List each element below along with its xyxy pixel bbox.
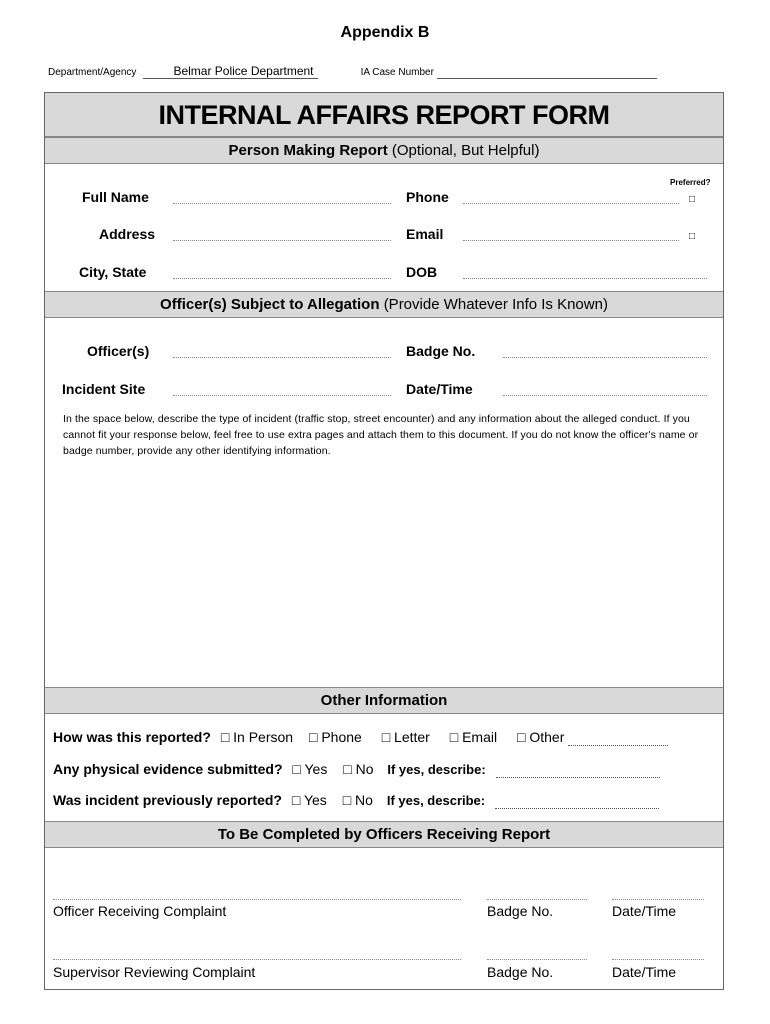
report-form <box>44 92 724 990</box>
full-name-label: Full Name <box>82 189 149 205</box>
officer-receiving-signature-line[interactable] <box>53 899 461 900</box>
evidence-no-checkbox[interactable]: □ No <box>343 761 374 777</box>
address-field[interactable] <box>173 240 391 241</box>
supervisor-signature-line[interactable] <box>53 959 461 960</box>
incident-site-label: Incident Site <box>62 381 146 397</box>
header-line <box>48 64 657 79</box>
physical-evidence-row <box>53 761 660 778</box>
case-number-field[interactable] <box>437 66 657 79</box>
other-field[interactable] <box>568 729 668 746</box>
section2-title: Officer(s) Subject to Allegation <box>160 296 380 313</box>
previous-describe-field[interactable] <box>495 792 659 809</box>
case-label: IA Case Number <box>360 67 434 78</box>
previously-reported-question: Was incident previously reported? <box>53 792 282 808</box>
officers-label: Officer(s) <box>87 343 150 359</box>
evidence-describe-field[interactable] <box>496 761 660 778</box>
appendix-heading: Appendix B <box>340 24 430 41</box>
badge-label: Badge No. <box>406 343 476 359</box>
incident-site-field[interactable] <box>173 395 391 396</box>
section1-subtitle: (Optional, But Helpful) <box>391 142 540 159</box>
physical-evidence-question: Any physical evidence submitted? <box>53 761 283 777</box>
supervisor-badge-line[interactable] <box>487 959 587 960</box>
previous-yes-checkbox[interactable]: □ Yes <box>291 792 327 808</box>
preferred-label: Preferred? <box>670 178 711 187</box>
supervisor-reviewing-label: Supervisor Reviewing Complaint <box>53 964 256 980</box>
phone-field[interactable] <box>463 203 679 204</box>
city-state-label: City, State <box>79 264 147 280</box>
officer-badge-label: Badge No. <box>487 903 554 919</box>
section1-title: Person Making Report <box>228 142 388 159</box>
previous-if-yes-label: If yes, describe: <box>386 793 486 808</box>
evidence-yes-checkbox[interactable]: □ Yes <box>292 761 328 777</box>
instructions-text: In the space below, describe the type of incident (traffic stop, street encounter) and any information about the alleged conduct. If you cannot fit your response below, feel free to use extra pages and attach them to this document. If you do not know the officer's name or badge number, provide any other identifying information. <box>63 413 699 457</box>
email-field[interactable] <box>463 240 679 241</box>
dept-value: Belmar Police Department <box>173 64 314 78</box>
email-checkbox[interactable]: □ Email <box>449 729 498 745</box>
phone-label: Phone <box>406 189 449 205</box>
in-person-checkbox[interactable]: □ In Person <box>220 729 294 745</box>
section3-title: Other Information <box>320 692 448 709</box>
section-person-making-report <box>45 137 723 164</box>
supervisor-date-time-line[interactable] <box>612 959 704 960</box>
phone-preferred-checkbox[interactable]: □ <box>689 194 696 205</box>
previous-no-checkbox[interactable]: □ No <box>342 792 373 808</box>
officer-receiving-label: Officer Receiving Complaint <box>53 903 227 919</box>
city-state-field[interactable] <box>173 278 391 279</box>
officer-badge-line[interactable] <box>487 899 587 900</box>
supervisor-date-time-label: Date/Time <box>612 964 677 980</box>
dept-field[interactable] <box>143 64 317 79</box>
form-title: INTERNAL AFFAIRS REPORT FORM <box>45 93 723 137</box>
previously-reported-row <box>53 792 659 809</box>
section-officers-subject <box>45 291 723 318</box>
date-time-field[interactable] <box>503 395 707 396</box>
section2-subtitle: (Provide Whatever Info Is Known) <box>383 296 608 313</box>
how-reported-question: How was this reported? <box>53 729 211 745</box>
section-officers-receiving <box>45 821 723 848</box>
officer-date-time-line[interactable] <box>612 899 704 900</box>
incident-description-area[interactable] <box>53 463 715 683</box>
dob-field[interactable] <box>463 278 707 279</box>
full-name-field[interactable] <box>173 203 391 204</box>
section-other-information <box>45 687 723 714</box>
email-preferred-checkbox[interactable]: □ <box>689 231 696 242</box>
dob-label: DOB <box>406 264 438 280</box>
supervisor-badge-label: Badge No. <box>487 964 554 980</box>
officers-field[interactable] <box>173 357 391 358</box>
phone-checkbox[interactable]: □ Phone <box>308 729 362 745</box>
letter-checkbox[interactable]: □ Letter <box>381 729 430 745</box>
how-reported-row <box>53 729 668 746</box>
email-label: Email <box>406 226 444 242</box>
other-checkbox[interactable]: □ Other <box>517 729 565 745</box>
dept-label: Department/Agency <box>48 67 137 78</box>
officer-date-time-label: Date/Time <box>612 903 677 919</box>
date-time-label: Date/Time <box>406 381 473 397</box>
address-label: Address <box>99 226 156 242</box>
section4-title: To Be Completed by Officers Receiving Report <box>217 826 551 843</box>
evidence-if-yes-label: If yes, describe: <box>387 762 486 777</box>
badge-field[interactable] <box>503 357 707 358</box>
